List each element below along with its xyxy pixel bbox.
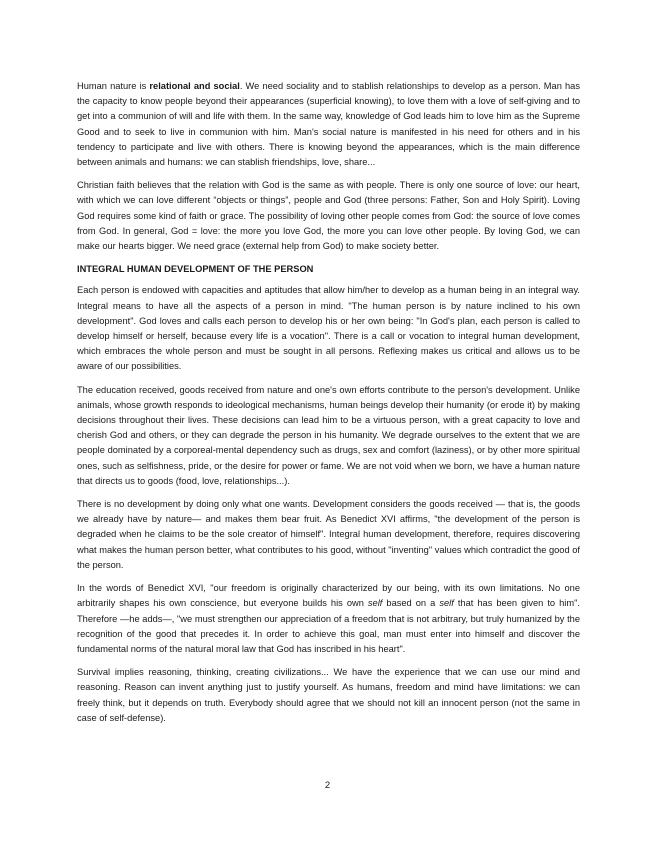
page-number: 2	[324, 780, 331, 791]
paragraph-text: that has been given to him". Therefore —he adds—, "we must strengthen our appreciation of a freedom that is not arbitrary, but truly humanized by the recognition of the good that precedes it. In order to achieve this goal, man must enter into himself and discover the fundamental norms of the natural moral law that God has inscribed in his heart".	[77, 598, 580, 654]
paragraph-text: In the words of Benedict XVI, "our freedom is originally characterized by our being, with its own limitations. No one arbitrarily shapes his own conscience, but everyone builds his own	[77, 583, 580, 609]
paragraph-christian-faith: Christian faith believes that the relation with God is the same as with people. There is only one source of love: our heart, with which we can love different “objects or things”, people and God (three persons: Father, Son and Holy Spirit). Loving God requires some kind of faith or grace. The possibility of loving other people comes from God: the source of love comes from God. In general, God = love: the more you love God, the more you can love other people. By loving God, we can make our hearts bigger. We need grace (external help from God) to make society better.	[77, 180, 580, 252]
paragraph-text: Human nature is	[77, 81, 150, 91]
paragraph-benedict-freedom	[77, 581, 580, 657]
paragraph-integral-development: Each person is endowed with capacities and aptitudes that allow him/her to develop as a human being in an integral way. Integral means to have all the aspects of a person in mind. "The human person is by nature inclined to his own development". God loves and calls each person to develop his or her own being: "In God's plan, each person is called to develop himself or herself, because every life is a vocation". There is a call or vocation to integral human development, which embraces the whole person and must be sought in all persons. Reflexing makes us critical and allows us to be aware of our possibilities.	[77, 285, 580, 372]
paragraph-survival: Survival implies reasoning, thinking, creating civilizations... We have the experience that we can use our mind and reasoning. Reason can invent anything just to justify yourself. As humans, freedom and mind have limitations: we can freely think, but it depends on truth. Everybody should agree that we should not kill an innocent person (not the same in case of self-defense).	[77, 667, 580, 723]
paragraph-text: based on a	[382, 598, 440, 609]
emphasis-text: relational and social	[149, 81, 240, 91]
paragraph-education: The education received, goods received from nature and one's own efforts contribute to the person's development. Unlike animals, whose growth responds to ideological mechanisms, human beings develop their humanity (or erode it) by making decisions throughout their lives. These decisions can lead him to be a virtuous person, with a great capacity to love and cherish God and others, or they can degrade the person in his humanity. We degrade ourselves to the extent that we are people dominated by a corporeal-mental dependency such as drugs, sex and comfort (laziness), or by other more spiritual ones, such as selfishness, pride, or the desire for power or fame. We are not void when we born, we have a human nature that directs us to goods (food, love, relationships...).	[77, 384, 580, 486]
paragraph-no-development: There is no development by doing only what one wants. Development considers the goods received — that is, the goods we already have by nature— and makes them bear fruit. As Benedict XVI affirms, "the development of the person is degraded when he claims to be the sole creator of himself". Integral human development, therefore, requires discovering what makes the human person better, what contributes to his good, without "inventing" values which contradict the good of the person.	[77, 499, 580, 570]
italic-text: self	[439, 598, 454, 609]
italic-text: self	[367, 598, 383, 609]
paragraph-human-nature	[77, 79, 580, 170]
section-heading: INTEGRAL HUMAN DEVELOPMENT OF THE PERSON	[77, 264, 314, 275]
paragraph-text: . We need sociality and to stablish relationships to develop as a person. Man has the capacity to know people beyond their appearances (superficial knowing), to love them with a love of self-giving and to get into a communion of will and life with them. In the same way, knowledge of God leads him to love him as the Supreme Good and to seek to live in communion with him. Man's social nature is manifested in his need for others and in his tendency to participate and live with others. There is knowing beyond the appearances, which is the main difference between animals and humans: we can stablish friendships, love, share...	[77, 81, 580, 168]
